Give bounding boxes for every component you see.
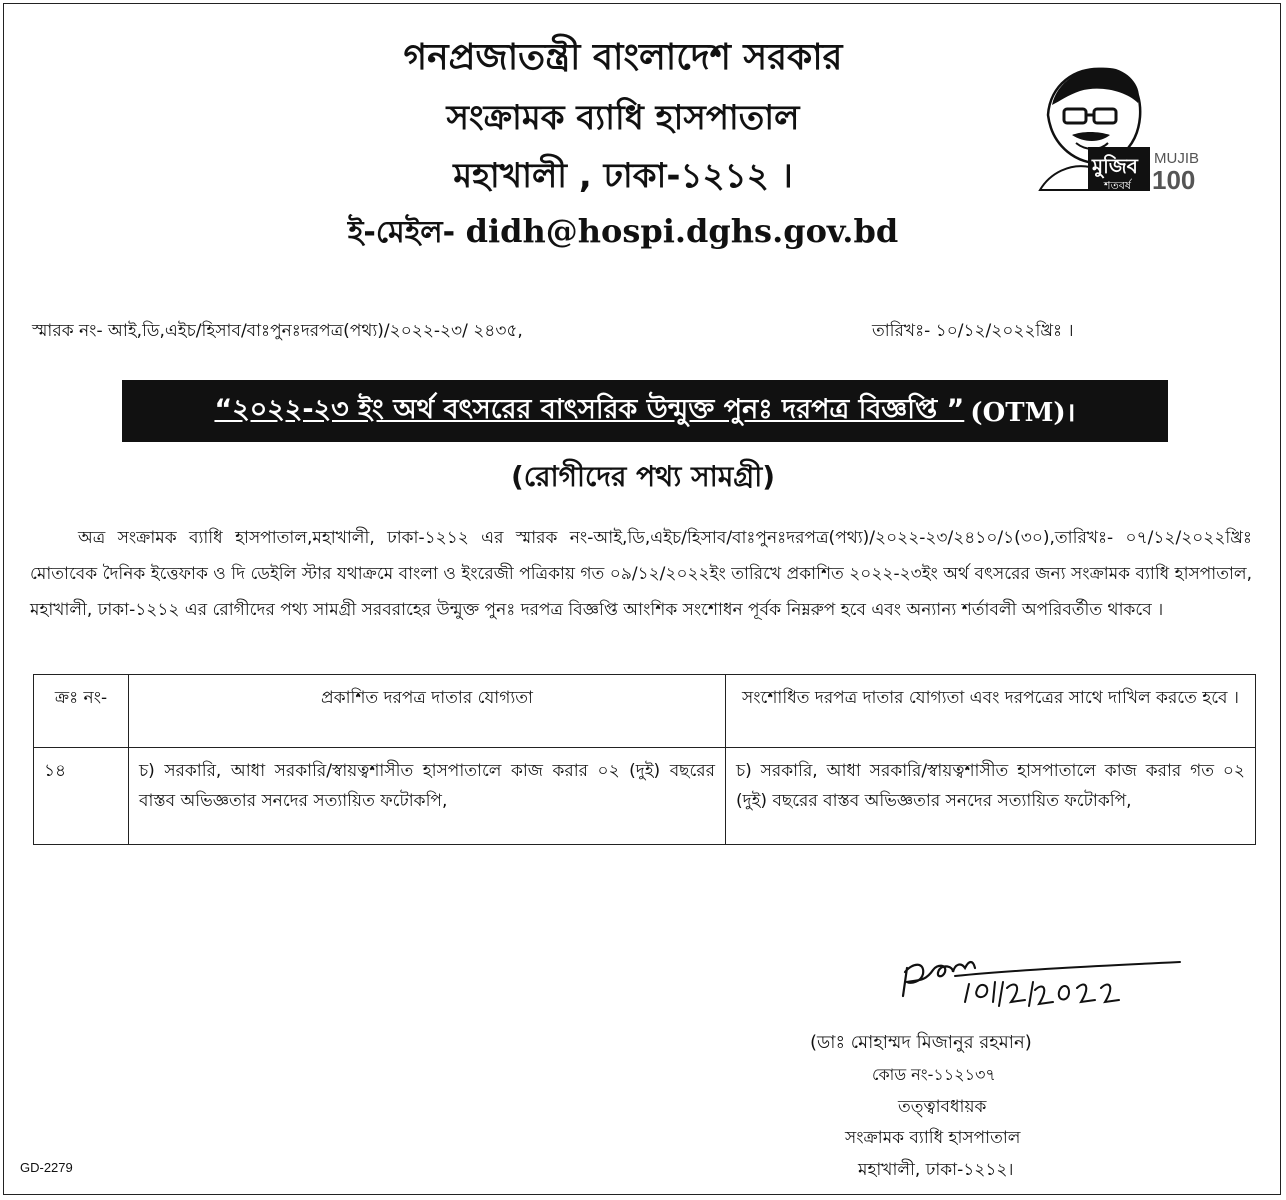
email-address[interactable]: didh@hospi.dghs.gov.bd xyxy=(465,212,899,250)
email-label: ই-মেইল- xyxy=(347,215,466,250)
signatory-designation: তত্ত্বাবধায়ক xyxy=(898,1097,987,1117)
banner-title: “২০২২-২৩ ইং অর্থ বৎসরের বাৎসরিক উন্মুক্ত পুনঃ দরপত্র বিজ্ঞপ্তি ” xyxy=(214,393,965,425)
logo-word-sub: শতবর্ষ xyxy=(1104,179,1131,192)
cell-amended: চ) সরকারি, আধা সরকারি/স্বায়ত্বশাসীত হাসপাতালে কাজ করার গত ০২ (দুই) বছরের বাস্তব অভিজ্ঞতার সনদের সত্যায়িত ফটোকপি, xyxy=(726,748,1256,845)
signatory-code: কোড নং-১১২১৩৭ xyxy=(872,1065,996,1084)
govt-title: গনপ্রজাতন্ত্রী বাংলাদেশ সরকার xyxy=(403,37,843,78)
header-amended: সংশোধিত দরপত্র দাতার যোগ্যতা এবং দরপত্রের সাথে দাখিল করতে হবে । xyxy=(726,675,1256,748)
cell-serial: ১৪ xyxy=(34,748,129,845)
signatory-name: (ডাঃ মোহাম্মদ মিজানুর রহমান) xyxy=(810,1032,1032,1053)
logo-word-en: MUJIB xyxy=(1154,150,1199,167)
hospital-address: মহাখালী , ঢাকা-১২১২ । xyxy=(453,156,793,196)
hospital-name: সংক্রামক ব্যাধি হাসপাতাল xyxy=(446,98,800,138)
body-paragraph: অত্র সংক্রামক ব্যাধি হাসপাতাল,মহাখালী, ঢাকা-১২১২ এর স্মারক নং-আই,ডি,এইচ/হিসাব/বাঃপুনঃদরপত্র(পথ্য)/২০২২-২৩/২৪১০/১(৩০),তারিখঃ- ০৭/১২/২০২২খ্রিঃ মোতাবেক দৈনিক ইত্তেফাক ও দি ডেইলি স্টার যথাক্রমে বাংলা ও ইংরেজী পত্রিকায় গত ০৯/১২/২০২২ইং তারিখে প্রকাশিত ২০২২-২৩ইং অর্থ বৎসরের জন্য সংক্রামক ব্যাধি হাসপাতাল, মহাখালী, ঢাকা-১২১২ এর রোগীদের পথ্য সামগ্রী সরবরাহের উন্মুক্ত পুনঃ দরপত্র বিজ্ঞপ্তি আংশিক সংশোধন পূর্বক নিম্নরুপ হবে এবং অন্যান্য শর্তাবলী অপরিবর্তীত থাকবে । xyxy=(30,528,1252,620)
email-line xyxy=(0,208,1266,259)
notice-subtitle: (রোগীদের পথ্য সামগ্রী) xyxy=(510,460,776,493)
banner-suffix: (OTM)। xyxy=(970,398,1076,428)
logo-number: 100 xyxy=(1152,165,1196,195)
table-row xyxy=(34,748,1256,845)
table-header-row xyxy=(34,675,1256,748)
footer-code: GD-2279 xyxy=(20,1160,73,1175)
notice-banner xyxy=(122,380,1168,442)
signatory-address: মহাখালী, ঢাকা-১২১২। xyxy=(858,1160,1014,1180)
header-serial: ক্রঃ নং- xyxy=(34,675,129,748)
header-published: প্রকাশিত দরপত্র দাতার যোগ্যতা xyxy=(129,675,726,748)
memo-number: স্মারক নং- আই,ডি,এইচ/হিসাব/বাঃপুনঃদরপত্র(পথ্য)/২০২২-২৩/ ২৪৩৫, xyxy=(32,321,523,341)
signatory-org: সংক্রামক ব্যাধি হাসপাতাল xyxy=(845,1128,1021,1148)
amendment-table xyxy=(33,674,1256,845)
logo-word-bn: মুজিব xyxy=(1092,154,1138,178)
handwritten-signature xyxy=(895,950,1185,1012)
mujib-100-logo xyxy=(1030,55,1210,195)
cell-published: চ) সরকারি, আধা সরকারি/স্বায়ত্বশাসীত হাসপাতালে কাজ করার ০২ (দুই) বছরের বাস্তব অভিজ্ঞতার সনদের সত্যায়িত ফটোকপি, xyxy=(129,748,726,845)
memo-date: তারিখঃ- ১০/১২/২০২২খ্রিঃ । xyxy=(872,321,1074,341)
